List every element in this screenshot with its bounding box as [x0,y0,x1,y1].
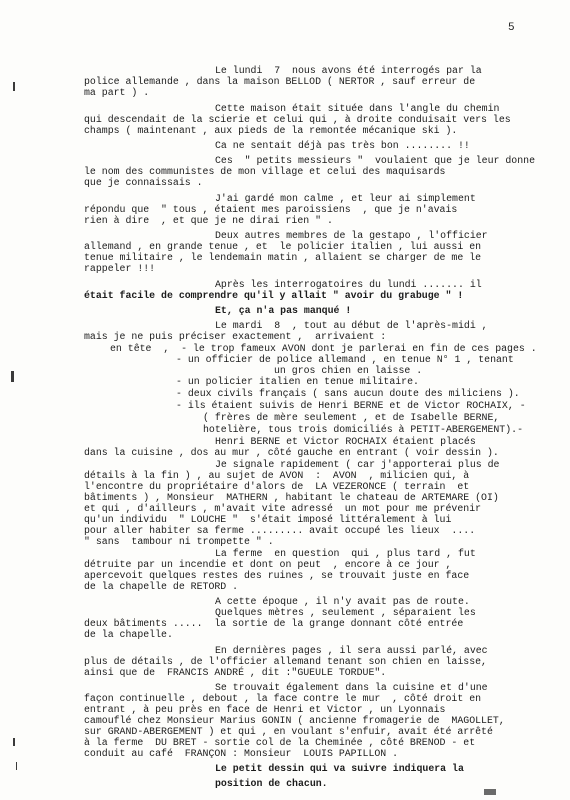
text-line: répondu que " tous , étaient mes paroissiens , que je n'avais [84,204,458,215]
text-line: - un policier italien en tenue militaire. [176,376,419,387]
text-line: que je connaissais . [84,177,203,188]
text-line: Cette maison était située dans l'angle du chemin [215,103,500,114]
text-line: façon continuelle , debout , la face contre le mur , côté droit en [84,693,482,704]
page-number: 5 [508,22,515,34]
text-line: détruite par un incendie et dont on peut , encore à ce jour , [84,559,452,570]
text-line: Et, ça n'a pas manqué ! [215,305,352,316]
text-line: bâtiments ) , Monsieur MATHERN , habitant le chateau de ARTEMARE (OI) [84,492,499,503]
text-line: était facile de comprendre qu'il y allait " avoir du grabuge " ! [84,290,464,301]
text-line: Après les interrogatoires du lundi ....... il [215,279,482,290]
text-line: deux bâtiments ..... la sortie de la grange donnant côté entrée [84,618,464,629]
text-line: Je signale rapidement ( car j'apporterai plus de [215,459,500,470]
text-line: ainsi que de FRANCIS ANDRÉ , dit :"GUEULE TORDUE". [84,667,387,678]
text-line: pour aller habiter sa ferme ......... avait occupé les lieux .... [84,525,476,536]
text-line: En dernières pages , il sera aussi parlé, avec [215,645,488,656]
text-line: Le lundi 7 nous avons été interrogés par la [215,65,482,76]
text-line: Deux autres membres de la gestapo , l'officier [215,230,488,241]
margin-mark [11,371,14,382]
text-line: champs ( maintenant , aux pieds de la remontée mécanique ski ). [84,125,458,136]
text-line: Le petit dessin qui va suivre indiquera la [215,763,464,774]
text-line: entrant , à peu près en face de Henri et Victor , un Lyonnais [84,704,446,715]
text-line: plus de détails , de l'officier allemand tenant son chien en laisse, [84,656,487,667]
margin-mark [13,82,15,91]
text-line: le nom des communistes de mon village et celui des maquisards [84,166,446,177]
text-line: à la ferme DU BRET - sortie col de la Cheminée , côté BRENOD - et [84,737,476,748]
text-line: Henri BERNE et Victor ROCHAIX étaient placés [215,436,476,447]
text-line: police allemande , dans la maison BELLOD ( NERTOR , sauf erreur de [84,76,476,87]
text-line: apercevoit quelques restes des ruines , se trouvait juste en face [84,570,470,581]
text-line: de la chapelle de RETORD . [84,581,239,592]
text-line: de la chapelle. [84,629,173,640]
text-line: Ces " petits messieurs " voulaient que je leur donne [215,155,536,166]
text-line: tenue militaire , le lendemain matin , allaient se charger de me le [84,252,482,263]
text-line: un gros chien en laisse . [274,365,423,376]
text-line: sur GRAND-ABERGEMENT ) et qui , en voulant s'enfuir, avait été arrêté [84,726,493,737]
text-line: Quelques mètres , seulement , séparaient les [215,607,476,618]
margin-mark [13,738,15,746]
text-line: Se trouvait également dans la cuisine et d'une [215,682,488,693]
text-line: rappeler !!! [84,263,156,274]
text-line: et qui , d'ailleurs , m'avait vite adressé un mot pour me prévenir [84,503,482,514]
text-line: hotelière, tous trois domiciliés à PETIT-ABERGEMENT).- [203,424,524,435]
text-line: qu'un individu " LOUCHE " s'était imposé littéralement à lui [84,514,452,525]
text-line: - deux civils français ( sans aucun doute des miliciens ). [176,388,520,399]
text-line: mais je ne puis préciser exactement , arrivaient : [84,331,387,342]
text-line: l'encontre du propriétaire d'alors de LA VEZERONCE ( terrain et [84,481,470,492]
text-line: position de chacun. [215,778,328,789]
text-line: A cette époque , il n'y avait pas de route. [215,596,470,607]
text-line: camouflé chez Monsieur Marius GONIN ( ancienne fromagerie de MAGOLLET, [84,715,505,726]
text-line: ( frères de mère seulement , et de Isabelle BERNE, [203,412,500,423]
text-line: J'ai gardé mon calme , et leur ai simplement [215,193,476,204]
text-line: dans la cuisine , dos au mur , côté gauche en entrant ( voir dessin ). [84,447,499,458]
text-line: rien à dire , et que je ne dirai rien " . [84,215,333,226]
text-line: " sans tambour ni trompette " . [84,536,274,547]
text-line: ma part ) . [84,87,150,98]
text-line: Ca ne sentait déjà pas très bon ........ !! [215,140,470,151]
text-line: Le mardi 8 , tout au début de l'après-midi , [215,320,488,331]
text-line: - ils étaient suivis de Henri BERNE et de Victor ROCHAIX, - [176,400,526,411]
text-line: détails à la fin ) , au sujet de AVON : AVON , milicien qui, à [84,470,470,481]
margin-mark [16,762,17,770]
text-line: La ferme en question qui , plus tard , fut [215,548,476,559]
text-line: - un officier de police allemand , en tenue N° 1 , tenant [176,354,514,365]
text-line: conduit au café FRANÇON : Monsieur LOUIS PAPILLON . [84,748,399,759]
text-line: qui descendait de la scierie et celui qui , à droite conduisait vers les [84,114,511,125]
text-line: en tête , - le trop fameux AVON dont je parlerai en fin de ces pages . [110,343,537,354]
text-line: allemand , en grande tenue , et le policier italien , lui aussi en [84,241,482,252]
margin-mark [484,789,496,795]
